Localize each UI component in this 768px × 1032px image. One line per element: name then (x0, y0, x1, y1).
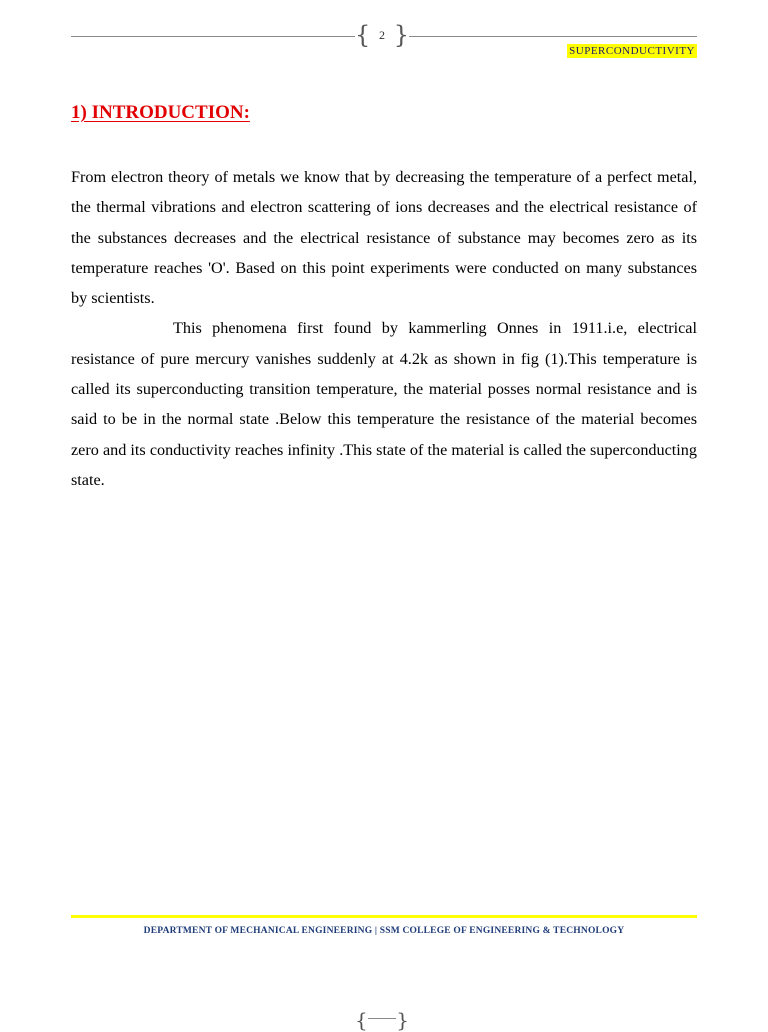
page-number-box (355, 21, 409, 49)
body-text (71, 162, 697, 495)
paragraph-2: This phenomena first found by kammerling Onnes in 1911.i.e, electrical resistance of pure mercury vanishes suddenly at 4.2k as shown in fig (1).This temperature is called its superconducting transition temperature, the material posses normal resistance and is said to be in the normal state .Below this temperature the resistance of the material becomes zero and its conductivity reaches infinity .This state of the material is called the superconducting state. (71, 319, 697, 489)
left-brace-icon: { (355, 21, 371, 49)
right-brace-icon: } (393, 21, 409, 49)
left-brace-icon: { (355, 1008, 368, 1032)
page-number: 2 (379, 27, 385, 42)
footer-text: DEPARTMENT OF MECHANICAL ENGINEERING | SSM COLLEGE OF ENGINEERING & TECHNOLOGY (143, 926, 625, 936)
right-brace-icon: } (396, 1008, 409, 1032)
paragraph-1: From electron theory of metals we know that by decreasing the temperature of a perfect metal, the thermal vibrations and electron scattering of ions decreases and the electrical resistance of the substances decreases and the electrical resistance of substance may becomes zero as its temperature reaches 'O'. Based on this point experiments were conducted on many substances by scientists. (71, 168, 697, 308)
footer-rule (71, 915, 697, 918)
section-heading: 1) INTRODUCTION: (71, 102, 250, 123)
running-title: SUPERCONDUCTIVITY (569, 45, 695, 57)
next-page-rule (368, 1018, 397, 1019)
